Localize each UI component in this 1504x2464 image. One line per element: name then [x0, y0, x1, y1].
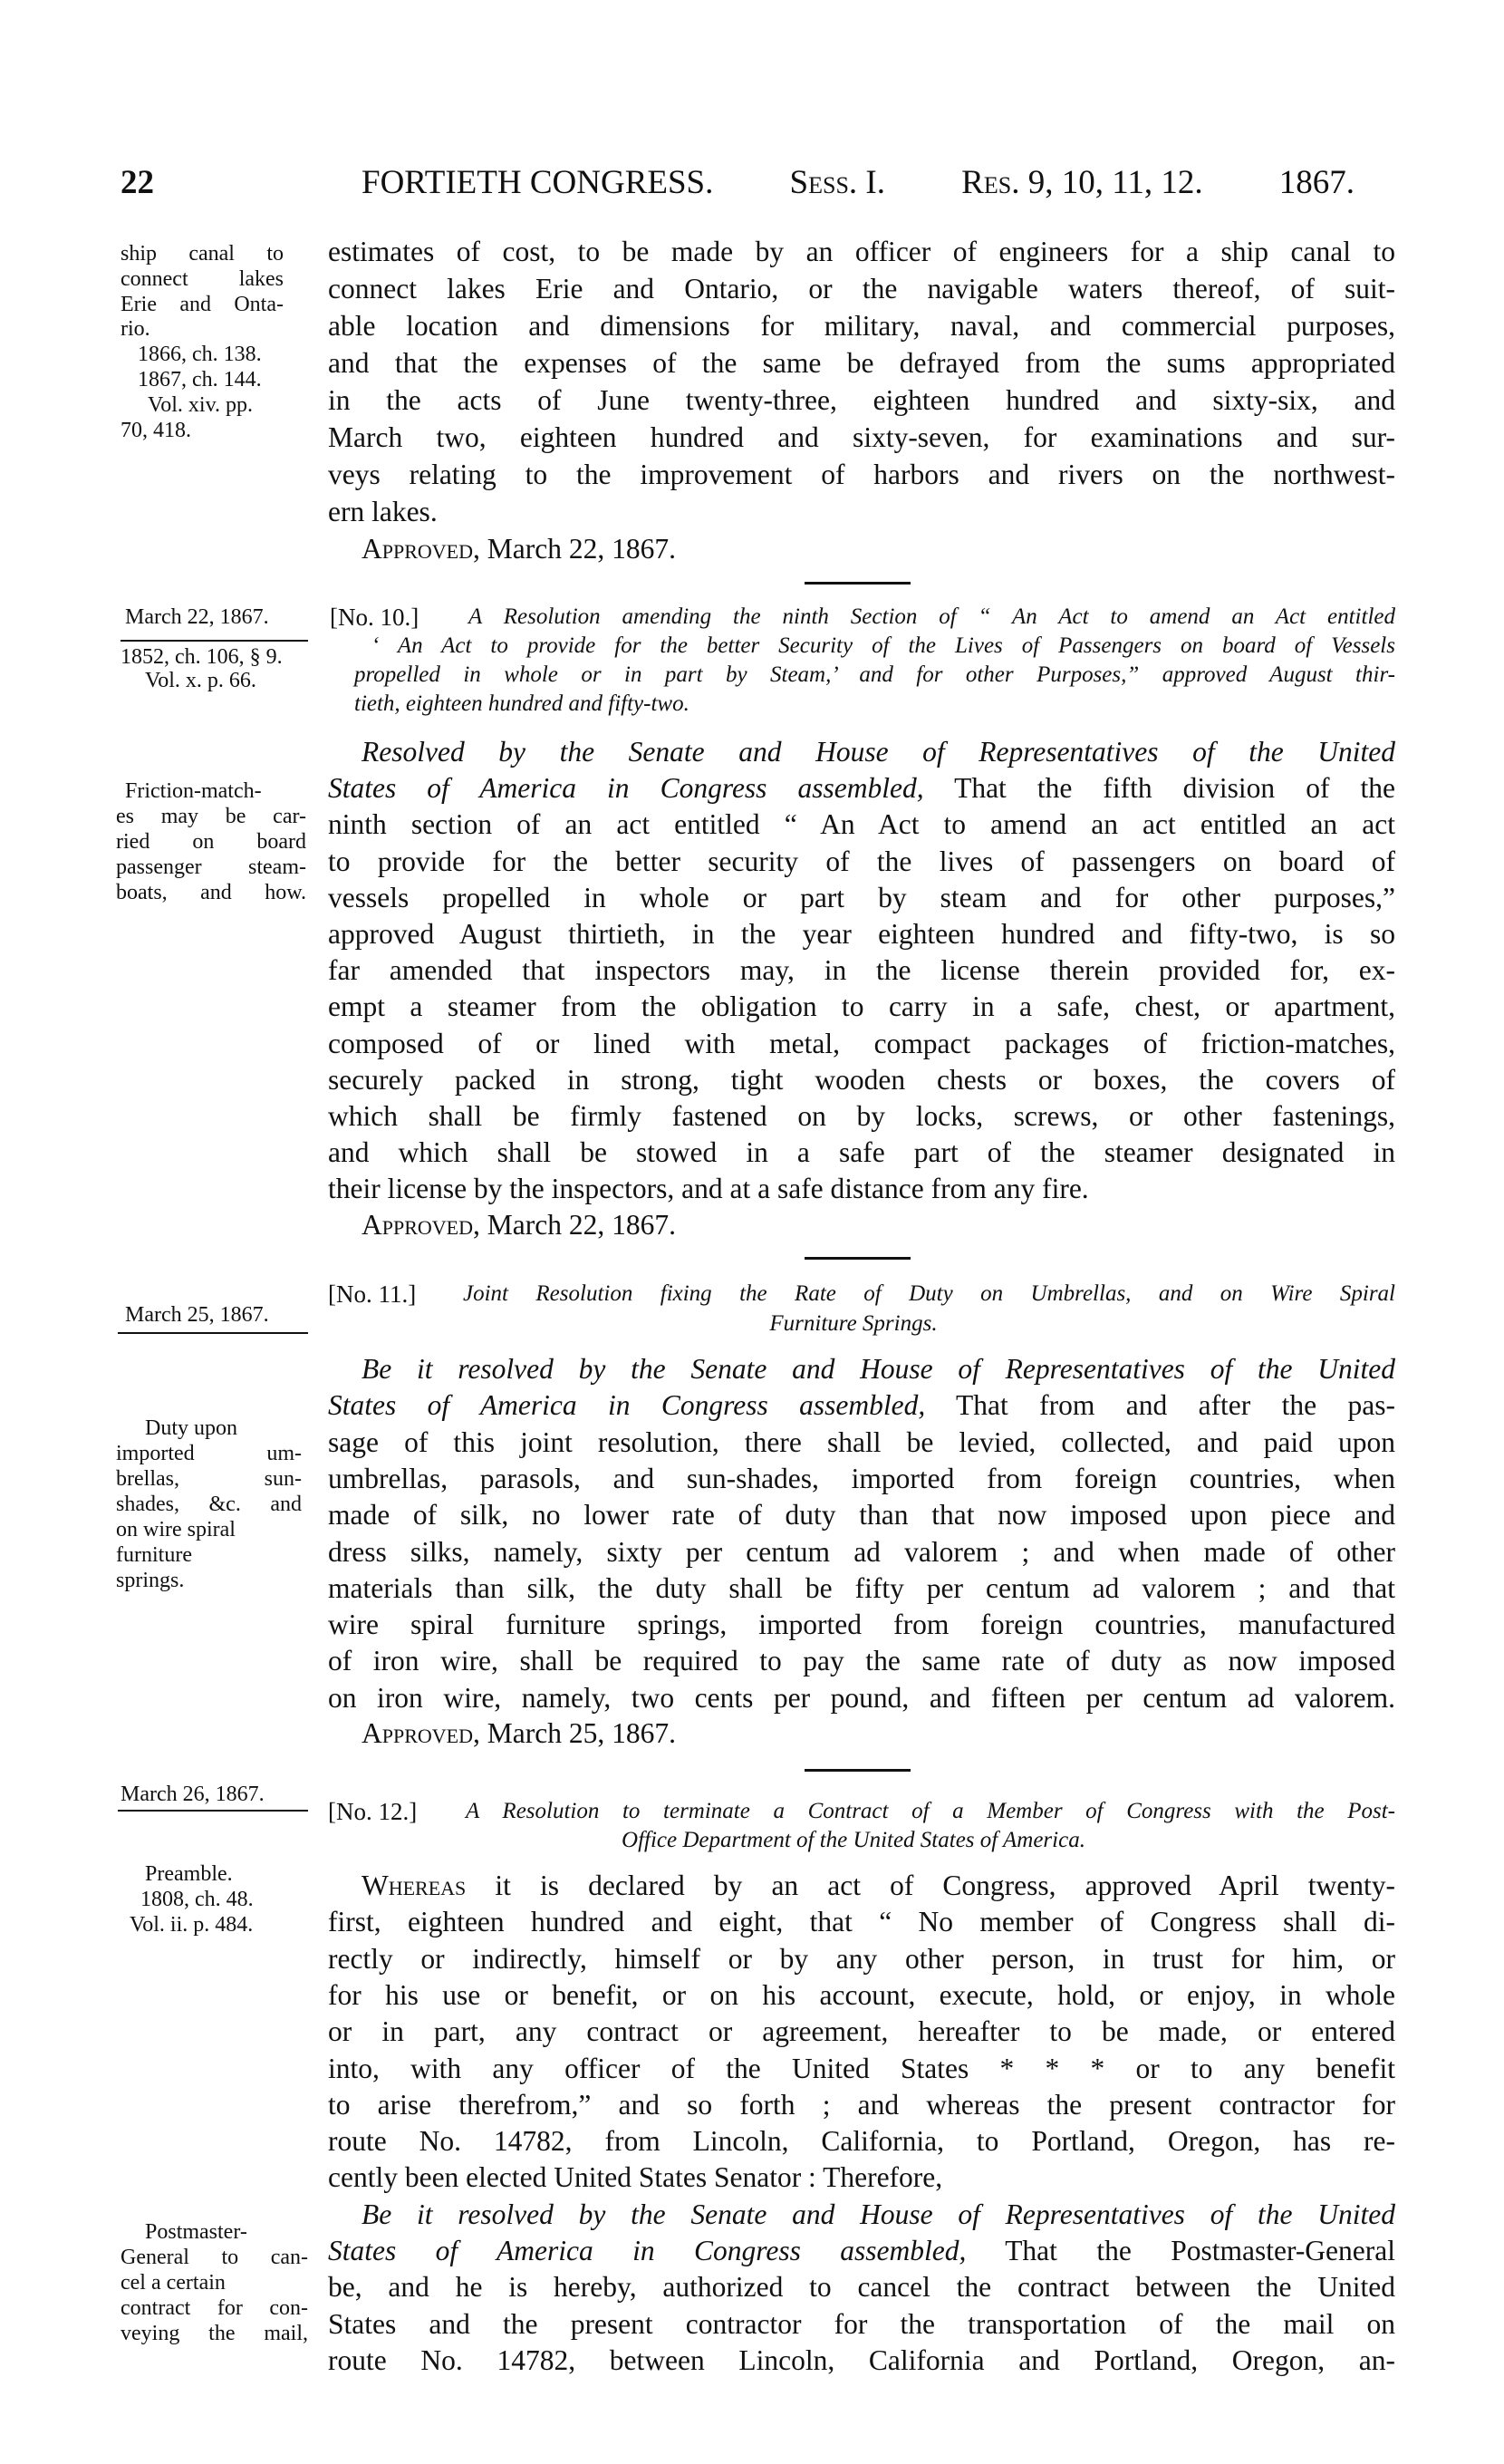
- margin-citation: Vol. x. p. 66.: [145, 669, 256, 692]
- body-line: [328, 1425, 1395, 1461]
- margin-note: 1866, ch. 138.: [138, 343, 262, 367]
- body-line: ern lakes.: [328, 496, 438, 527]
- body-line: [328, 1977, 1395, 2014]
- roman-text: or in part, any contract or agreement, hereafter to be made, or entered: [328, 2015, 1395, 2048]
- roman-text: securely packed in strong, tight wooden chests or boxes, the covers of: [328, 1063, 1395, 1096]
- roman-text: far amended that inspectors may, in the license therein provided for, ex-: [328, 954, 1395, 987]
- roman-text: approved August thirtieth, in the year eighteen hundred and fifty-two, is so: [328, 918, 1395, 950]
- body-line: [328, 1098, 1395, 1135]
- body-line: [328, 770, 1395, 807]
- margin-note: es may be car-: [116, 805, 306, 828]
- body-line: [362, 2197, 1395, 2233]
- body-line: [328, 844, 1395, 880]
- resolution-title-line: tieth, eighteen hundred and fifty-two.: [354, 691, 689, 716]
- margin-note: Friction-match-: [125, 779, 262, 803]
- resolution-number: [No. 10.]: [330, 604, 419, 631]
- header-resolutions: Res. 9, 10, 11, 12.: [961, 164, 1203, 201]
- margin-note: passenger steam-: [116, 855, 306, 879]
- roman-text: That from and after the pas-: [925, 1389, 1395, 1422]
- body-line: [328, 2123, 1395, 2160]
- margin-note: shades, &c. and: [116, 1493, 302, 1516]
- margin-note: Vol. xiv. pp.: [148, 392, 254, 417]
- roman-text: and which shall be stowed in a safe part of the steamer designated in: [328, 1136, 1395, 1169]
- italic-text: Resolved by the Senate and House of Representatives of the United: [362, 736, 1395, 768]
- margin-note: connect lakes: [121, 266, 284, 291]
- body-line: in the acts of June twenty-three, eighteen hundred and sixty-six, and: [328, 384, 1395, 416]
- margin-citation: Vol. ii. p. 484.: [130, 1913, 254, 1937]
- roman-text: sage of this joint resolution, there shall be levied, collected, and paid upon: [328, 1425, 1395, 1458]
- margin-note: brellas, sun-: [116, 1467, 302, 1491]
- body-line: [328, 989, 1395, 1025]
- roman-text: vessels propelled in whole or part by steam and for other purposes,”: [328, 881, 1395, 913]
- body-line: [328, 880, 1395, 916]
- margin-note: boats, and how.: [116, 881, 306, 904]
- italic-text: States of America in Congress assembled,: [328, 2235, 967, 2266]
- body-line: estimates of cost, to be made by an officer of engineers for a ship canal to: [328, 236, 1395, 267]
- body-line: [328, 1904, 1395, 1940]
- roman-text: it is declared by an act of Congress, approved April twenty-: [466, 1870, 1395, 1901]
- resolution-number: [No. 12.]: [328, 1798, 418, 1825]
- resolution-title-line: Furniture Springs.: [769, 1311, 938, 1336]
- body-line: [328, 2306, 1395, 2343]
- body-line: [328, 2269, 1395, 2305]
- body-line: [328, 2087, 1395, 2123]
- body-line: [328, 1387, 1395, 1424]
- margin-note: furniture: [116, 1543, 192, 1567]
- margin-note: contract for con-: [121, 2296, 308, 2320]
- roman-text: for his use or benefit, or on his account, execute, hold, or enjoy, in whole: [328, 1978, 1395, 2011]
- body-line: [328, 1062, 1395, 1098]
- body-line: [328, 1026, 1395, 1062]
- resolution-title-line: A Resolution amending the ninth Section of “ An Act to amend an Act entitled: [468, 604, 1395, 629]
- body-line: able location and dimensions for military, naval, and commercial purposes,: [328, 310, 1395, 342]
- resolution-title-line: Joint Resolution fixing the Rate of Duty on Umbrellas, and on Wire Spiral: [463, 1281, 1395, 1306]
- italic-text: States of America in Congress assembled,: [328, 772, 924, 805]
- header-year: 1867.: [1278, 164, 1355, 201]
- body-line: [328, 2343, 1395, 2379]
- body-line: [328, 2014, 1395, 2050]
- small-caps-text: Whereas: [362, 1870, 467, 1901]
- roman-text: That the fifth division of the: [923, 772, 1395, 805]
- margin-citation: 1852, ch. 106, § 9.: [121, 645, 283, 669]
- roman-text: dress silks, namely, sixty per centum ad valorem ; and when made of other: [328, 1535, 1395, 1568]
- body-line: [328, 1497, 1395, 1533]
- section-divider: [805, 582, 911, 585]
- roman-text: wire spiral furniture springs, imported from foreign countries, manufactured: [328, 1609, 1395, 1641]
- margin-note: 70, 418.: [121, 418, 191, 442]
- margin-note: imported um-: [116, 1442, 302, 1465]
- margin-note: Erie and Onta-: [121, 292, 284, 316]
- body-line: March two, eighteen hundred and sixty-seven, for examinations and sur-: [328, 421, 1395, 453]
- margin-note: Duty upon: [145, 1416, 237, 1440]
- margin-note: veying the mail,: [121, 2322, 308, 2345]
- roman-text: rectly or indirectly, himself or by any other person, in trust for him, or: [328, 1942, 1395, 1975]
- roman-text: That the Postmaster-General: [966, 2235, 1395, 2266]
- resolution-title-line: A Resolution to terminate a Contract of a Member of Congress with the Post-: [466, 1799, 1395, 1823]
- body-line: [328, 1643, 1395, 1679]
- small-caps-text: Approved: [362, 1717, 473, 1749]
- margin-date-underline: [118, 1810, 308, 1812]
- roman-text: composed of or lined with metal, compact packages of friction-matches,: [328, 1027, 1395, 1059]
- body-line: [328, 1171, 1395, 1207]
- approved-line: [362, 1207, 676, 1243]
- page-number: 22: [121, 164, 154, 201]
- body-line: [328, 1607, 1395, 1643]
- body-line: connect lakes Erie and Ontario, or the navigable waters thereof, of suit-: [328, 273, 1395, 304]
- margin-note: on wire spiral: [116, 1518, 236, 1541]
- margin-note: cel a certain: [121, 2271, 226, 2295]
- italic-text: Be it resolved by the Senate and House of Representatives of the United: [362, 1353, 1395, 1385]
- roman-text: , March 22, 1867.: [473, 1209, 676, 1241]
- body-line: [328, 916, 1395, 952]
- resolution-title-line: Office Department of the United States of America.: [622, 1828, 1085, 1852]
- margin-date: March 26, 1867.: [121, 1783, 265, 1806]
- header-session: Sess. I.: [789, 164, 885, 201]
- body-line: [328, 1534, 1395, 1570]
- body-line: [328, 2233, 1395, 2269]
- roman-text: States and the present contractor for the transportation of the mail on: [328, 2307, 1395, 2340]
- small-caps-text: Approved: [362, 533, 473, 565]
- roman-text: route No. 14782, between Lincoln, California and Portland, Oregon, an-: [328, 2343, 1395, 2376]
- margin-note: 1867, ch. 144.: [138, 368, 262, 391]
- resolution-title-line: propelled in whole or in part by Steam,’ and for other Purposes,” approved August thir-: [354, 662, 1395, 687]
- margin-citation: 1808, ch. 48.: [140, 1888, 254, 1911]
- body-line: [328, 952, 1395, 989]
- running-header: [362, 163, 1355, 203]
- margin-note: springs.: [116, 1569, 185, 1592]
- margin-date: March 25, 1867.: [125, 1303, 269, 1327]
- approved-line: [362, 531, 676, 567]
- roman-text: which shall be firmly fastened on by locks, screws, or other fastenings,: [328, 1100, 1395, 1132]
- margin-date: March 22, 1867.: [125, 605, 269, 629]
- body-line: [328, 1135, 1395, 1171]
- roman-text: route No. 14782, from Lincoln, California, to Portland, Oregon, has re-: [328, 2125, 1395, 2158]
- body-line: [328, 1680, 1395, 1716]
- roman-text: on iron wire, namely, two cents per pound, and fifteen per centum ad valorem.: [328, 1681, 1395, 1714]
- resolution-number: [No. 11.]: [328, 1280, 417, 1308]
- roman-text: materials than silk, the duty shall be fifty per centum ad valorem ; and that: [328, 1571, 1395, 1604]
- section-divider: [805, 1769, 911, 1772]
- roman-text: empt a steamer from the obligation to carry in a safe, chest, or apartment,: [328, 990, 1395, 1023]
- margin-note: General to can-: [121, 2246, 308, 2269]
- margin-note: Postmaster-: [145, 2220, 247, 2244]
- body-line: [328, 2160, 1395, 2196]
- resolution-title-line: ‘ An Act to provide for the better Security of the Lives of Passengers on board of Vessels: [371, 633, 1395, 658]
- margin-note: ship canal to: [121, 242, 284, 266]
- margin-note: rio.: [121, 317, 150, 342]
- roman-text: of iron wire, shall be required to pay the same rate of duty as now imposed: [328, 1645, 1395, 1677]
- roman-text: , March 25, 1867.: [473, 1717, 676, 1749]
- roman-text: umbrellas, parasols, and sun-shades, imported from foreign countries, when: [328, 1462, 1395, 1494]
- approved-line: [362, 1715, 676, 1752]
- body-line: [362, 1868, 1395, 1904]
- body-line: [328, 807, 1395, 843]
- roman-text: , March 22, 1867.: [473, 533, 676, 565]
- roman-text: to provide for the better security of the lives of passengers on board of: [328, 845, 1395, 877]
- roman-text: their license by the inspectors, and at a safe distance from any fire.: [328, 1173, 1089, 1205]
- section-divider: [805, 1257, 911, 1260]
- body-line: [328, 1570, 1395, 1607]
- body-line: [328, 2051, 1395, 2087]
- margin-date-underline: [121, 640, 308, 642]
- body-line: [362, 734, 1395, 770]
- header-title: FORTIETH CONGRESS.: [362, 164, 714, 201]
- body-line: [362, 1351, 1395, 1387]
- italic-text: Be it resolved by the Senate and House of Representatives of the United: [362, 2198, 1395, 2230]
- body-line: and that the expenses of the same be defrayed from the sums appropriated: [328, 347, 1395, 379]
- margin-note: ried on board: [116, 830, 306, 854]
- italic-text: States of America in Congress assembled,: [328, 1389, 926, 1422]
- body-line: veys relating to the improvement of harbors and rivers on the northwest-: [328, 459, 1395, 490]
- roman-text: into, with any officer of the United States * * * or to any benefit: [328, 2052, 1395, 2084]
- margin-date-underline: [118, 1332, 308, 1334]
- roman-text: first, eighteen hundred and eight, that “ No member of Congress shall di-: [328, 1906, 1395, 1938]
- roman-text: ninth section of an act entitled “ An Act to amend an act entitled an act: [328, 808, 1395, 841]
- roman-text: cently been elected United States Senator : Therefore,: [328, 2161, 943, 2194]
- margin-citation: Preamble.: [145, 1862, 233, 1886]
- roman-text: be, and he is hereby, authorized to cancel the contract between the United: [328, 2271, 1395, 2304]
- body-line: [328, 1461, 1395, 1497]
- roman-text: to arise therefrom,” and so forth ; and whereas the present contractor for: [328, 2088, 1395, 2121]
- roman-text: made of silk, no lower rate of duty than that now imposed upon piece and: [328, 1499, 1395, 1532]
- small-caps-text: Approved: [362, 1209, 473, 1241]
- body-line: [328, 1941, 1395, 1977]
